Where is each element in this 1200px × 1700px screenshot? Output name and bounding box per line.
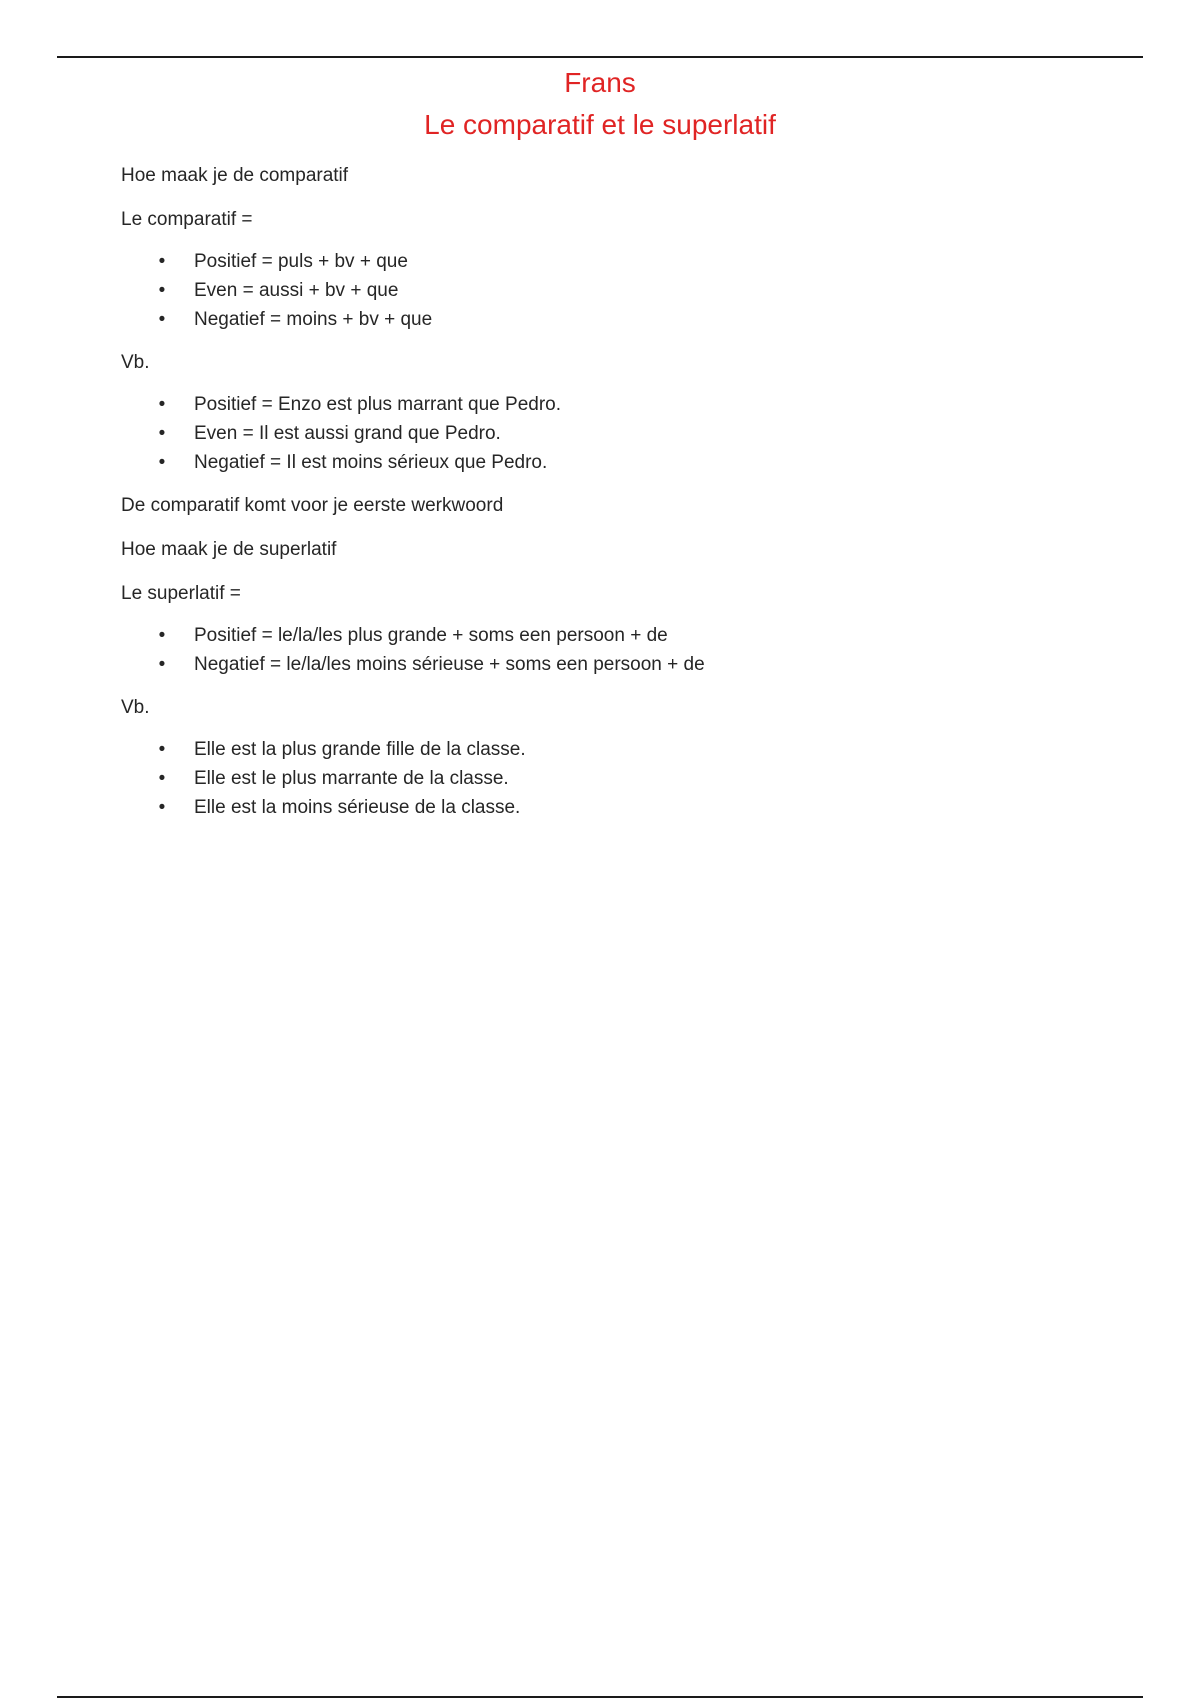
comparatif-example-even: Even = Il est aussi grand que Pedro. xyxy=(194,423,501,444)
comparatif-definition-label: Le comparatif = xyxy=(121,209,253,230)
superlatif-rule-positief: Positief = le/la/les plus grande + soms een persoon + de xyxy=(194,625,668,646)
list-item xyxy=(121,651,1121,680)
superlatif-example-3: Elle est la moins sérieuse de la classe. xyxy=(194,797,521,818)
top-rule xyxy=(57,56,1143,58)
bullet-icon: • xyxy=(158,309,166,330)
comparatif-rule-even: Even = aussi + bv + que xyxy=(194,280,399,301)
bottom-rule xyxy=(57,1696,1143,1698)
bullet-icon: • xyxy=(158,394,166,415)
comparatif-rules-list xyxy=(121,248,1121,335)
bullet-icon: • xyxy=(158,797,166,818)
list-item xyxy=(121,306,1121,335)
comparatif-examples-list xyxy=(121,391,1121,478)
comparatif-rule-negatief: Negatief = moins + bv + que xyxy=(194,309,433,330)
spacer xyxy=(121,335,1121,347)
comparatif-example-negatief: Negatief = Il est moins sérieux que Pedro. xyxy=(194,452,548,473)
comparatif-rule-positief: Positief = puls + bv + que xyxy=(194,251,408,272)
superlatif-example-1: Elle est la plus grande fille de la classe. xyxy=(194,739,526,760)
bullet-icon: • xyxy=(158,251,166,272)
subject-title: Frans xyxy=(564,67,636,98)
bullet-icon: • xyxy=(158,654,166,675)
comparatif-note: De comparatif komt voor je eerste werkwoord xyxy=(121,495,504,516)
list-item xyxy=(121,765,1121,794)
list-item xyxy=(121,736,1121,765)
superlatif-example-label: Vb. xyxy=(121,697,150,718)
superlatif-rule-negatief: Negatief = le/la/les moins sérieuse + soms een persoon + de xyxy=(194,654,705,675)
superlatif-rules-list xyxy=(121,622,1121,680)
spacer xyxy=(121,478,1121,490)
comparatif-example-label: Vb. xyxy=(121,352,150,373)
superlatif-definition-label: Le superlatif = xyxy=(121,583,241,604)
document-body xyxy=(121,160,1121,823)
superlatif-heading: Hoe maak je de superlatif xyxy=(121,539,337,560)
list-item xyxy=(121,420,1121,449)
bullet-icon: • xyxy=(158,280,166,301)
comparatif-example-positief: Positief = Enzo est plus marrant que Pedro. xyxy=(194,394,562,415)
comparatif-heading: Hoe maak je de comparatif xyxy=(121,165,349,186)
bullet-icon: • xyxy=(158,423,166,444)
spacer xyxy=(121,680,1121,692)
list-item xyxy=(121,391,1121,420)
superlatif-examples-list xyxy=(121,736,1121,823)
list-item xyxy=(121,449,1121,478)
list-item xyxy=(121,622,1121,651)
bullet-icon: • xyxy=(158,739,166,760)
superlatif-example-2: Elle est le plus marrante de la classe. xyxy=(194,768,509,789)
list-item xyxy=(121,248,1121,277)
bullet-icon: • xyxy=(158,625,166,646)
list-item xyxy=(121,794,1121,823)
list-item xyxy=(121,277,1121,306)
bullet-icon: • xyxy=(158,768,166,789)
title-block xyxy=(0,62,1200,146)
bullet-icon: • xyxy=(158,452,166,473)
document-title: Le comparatif et le superlatif xyxy=(424,109,776,140)
